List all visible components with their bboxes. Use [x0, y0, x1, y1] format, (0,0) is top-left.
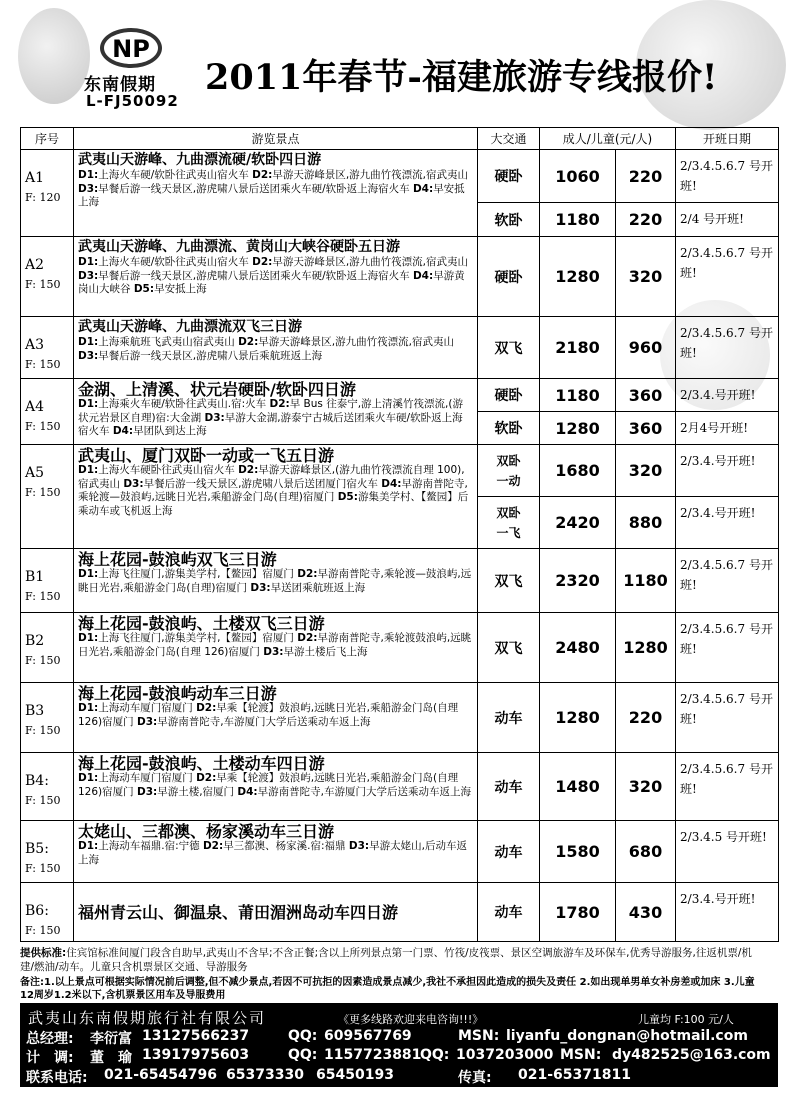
- day-text: 早餐后游一线天景区,游虎啸八景后送团乘火车硬/软卧返上海宿火车: [98, 182, 413, 195]
- child-price: 320: [616, 445, 676, 497]
- adult-price: 2480: [540, 613, 616, 683]
- route-fee: F: 150: [25, 862, 61, 875]
- day-text: 上海动车福鼎.宿:宁德: [98, 840, 203, 852]
- adult-price: 2320: [540, 549, 616, 613]
- route-title: 武夷山天游峰、九曲漂流、黄岗山大峡谷硬卧五日游: [78, 239, 400, 255]
- day-text: 早游南普陀寺,车游厦门大学后送乘动车返上海: [257, 785, 471, 798]
- child-price: 360: [616, 412, 676, 445]
- route-code: B6:: [25, 903, 49, 919]
- child-price: 680: [616, 821, 676, 883]
- route-itinerary: [78, 702, 473, 729]
- child-price: 220: [616, 203, 676, 237]
- route-description-cell: [74, 317, 478, 379]
- day-text: 早游南普陀寺,车游厦门大学后送乘动车返上海: [157, 715, 371, 728]
- route-description-cell: [74, 549, 478, 613]
- route-itinerary: [78, 568, 473, 595]
- header-transport: 大交通: [478, 128, 540, 150]
- route-code: A2: [25, 257, 45, 273]
- day-text: 早团队到达上海: [133, 425, 207, 437]
- day-label: D1:: [78, 632, 99, 644]
- day-label: D5:: [337, 491, 358, 503]
- standard-text: 住宾馆标准间厦门段含自助早,武夷山不含早;不含正餐;含以上所列景点第一门票、竹筏/皮筏票、景区空调旅游车及环保车,优秀导游服务,往返机票/机建/燃油/动车。儿童只含机票景区交通、导游服务: [20, 947, 752, 973]
- transport-cell: 双飞: [478, 317, 540, 379]
- day-text: 早安抵上海: [78, 182, 465, 208]
- route-code-cell: [21, 237, 74, 317]
- child-price: 430: [616, 883, 676, 942]
- table-row: [21, 613, 779, 683]
- logo-code: L-FJ50092: [86, 92, 179, 110]
- adult-price: 1680: [540, 445, 616, 497]
- day-label: D1:: [78, 398, 99, 410]
- remark: [20, 976, 760, 1002]
- header-route: 游览景点: [74, 128, 478, 150]
- route-itinerary: [78, 169, 473, 210]
- day-label: D3:: [263, 645, 284, 658]
- route-title: 金湖、上清溪、状元岩硬卧/软卧四日游: [78, 380, 356, 399]
- route-code-cell: [21, 317, 74, 379]
- day-label: D2:: [238, 464, 259, 476]
- route-fee: F: 150: [25, 420, 61, 433]
- route-code: B4:: [25, 773, 49, 789]
- op-label: 计 调:: [26, 1050, 74, 1066]
- departure-dates: 2/3.4.号开班!: [676, 883, 779, 942]
- transport-cell: 双飞: [478, 549, 540, 613]
- day-text: 早游大金湖,游泰宁古城后送团乘火车硬/软卧返上海宿火车: [78, 411, 463, 437]
- departure-dates: 2月4号开班!: [676, 412, 779, 445]
- table-row: [21, 237, 779, 317]
- table-header-row: [21, 128, 779, 150]
- child-price: 320: [616, 237, 676, 317]
- route-itinerary: [78, 772, 473, 799]
- day-text: 早游天游峰景区,(游九曲竹筏漂流自理 100),宿武夷山: [78, 464, 465, 490]
- adult-price: 1280: [540, 683, 616, 753]
- departure-dates: 2/4 号开班!: [676, 203, 779, 237]
- departure-dates: 2/3.4.5.6.7 号开班!: [676, 549, 779, 613]
- route-description-cell: [74, 821, 478, 883]
- child-price: 220: [616, 683, 676, 753]
- route-code-cell: [21, 753, 74, 821]
- company-logo-icon: [98, 26, 164, 70]
- route-fee: F: 150: [25, 358, 61, 371]
- transport-cell: 动车: [478, 883, 540, 942]
- day-label: D1:: [78, 256, 99, 268]
- tel-2: 65373330: [226, 1067, 304, 1083]
- fax-label: 传真:: [458, 1070, 492, 1086]
- departure-dates: 2/3.4.号开班!: [676, 497, 779, 549]
- route-title: 太姥山、三都澳、杨家溪动车三日游: [78, 822, 335, 841]
- route-itinerary: [78, 336, 473, 363]
- day-text: 早乘【轮渡】鼓浪屿,远眺日光岩,乘船游金门岛(自理 126)宿厦门: [78, 772, 459, 798]
- day-label: D3:: [204, 411, 225, 424]
- route-itinerary: [78, 840, 473, 867]
- table-row: [21, 753, 779, 821]
- day-label: D2:: [252, 169, 273, 181]
- departure-dates: 2/3.4.5 号开班!: [676, 821, 779, 883]
- transport-cell: 双卧 一动: [478, 445, 540, 497]
- header-price: 成人/儿童(元/人): [540, 128, 676, 150]
- day-text: 上海动车厦门宿厦门: [98, 702, 197, 714]
- transport-cell: 动车: [478, 753, 540, 821]
- slogan: 《更多线路欢迎来电咨询!!!》: [338, 1013, 484, 1026]
- day-text: 早游土楼后飞上海: [283, 645, 368, 658]
- adult-price: 1480: [540, 753, 616, 821]
- route-title: 武夷山天游峰、九曲漂流双飞三日游: [78, 319, 302, 335]
- day-text: 早游黄岗山大峡谷: [78, 269, 465, 295]
- day-label: D4:: [237, 785, 258, 798]
- departure-dates: 2/3.4.5.6.7 号开班!: [676, 317, 779, 379]
- remark-label: 备注:: [20, 977, 44, 988]
- tel-label: 联系电话:: [26, 1070, 88, 1086]
- transport-cell: 软卧: [478, 412, 540, 445]
- day-label: D4:: [412, 269, 434, 282]
- header-dates: 开班日期: [676, 128, 779, 150]
- day-label: D1:: [78, 464, 99, 476]
- gm-phone: 13127566237: [142, 1028, 250, 1044]
- tel-1: 021-65454796: [104, 1067, 217, 1083]
- adult-price: 1060: [540, 150, 616, 203]
- day-text: 上海乘航班飞武夷山宿武夷山: [98, 336, 239, 348]
- op-msn: dy482525@163.com: [612, 1047, 771, 1063]
- table-row: [21, 883, 779, 942]
- route-title: 海上花园-鼓浪屿双飞三日游: [78, 550, 277, 569]
- route-itinerary: [78, 632, 473, 659]
- route-code: A3: [25, 337, 45, 353]
- departure-dates: 2/3.4.号开班!: [676, 379, 779, 412]
- route-title: 海上花园-鼓浪屿动车三日游: [78, 684, 277, 703]
- route-code-cell: [21, 613, 74, 683]
- gm-msn: liyanfu_dongnan@hotmail.com: [506, 1028, 748, 1044]
- day-label: D2:: [252, 256, 273, 268]
- day-label: D1:: [78, 702, 99, 714]
- route-fee: F: 150: [25, 794, 61, 807]
- day-label: D1:: [78, 169, 99, 181]
- adult-price: 1180: [540, 203, 616, 237]
- day-label: D2:: [269, 398, 290, 410]
- day-text: 上海飞往厦门,游集美学村,【鳌园】宿厦门: [98, 568, 298, 580]
- day-label: D2:: [196, 702, 217, 714]
- page-title: 2011年春节-福建旅游专线报价!: [205, 57, 718, 98]
- departure-dates: 2/3.4.5.6.7 号开班!: [676, 753, 779, 821]
- route-title: 武夷山天游峰、九曲漂流硬/软卧四日游: [78, 152, 322, 168]
- day-text: 上海乘火车硬/软卧往武夷山.宿:火车: [98, 398, 270, 410]
- page-header: [0, 0, 800, 126]
- adult-price: 1280: [540, 237, 616, 317]
- standard-label: 提供标准:: [20, 947, 67, 959]
- adult-price: 2180: [540, 317, 616, 379]
- route-title: 武夷山、厦门双卧一动或一飞五日游: [78, 446, 335, 465]
- adult-price: 1580: [540, 821, 616, 883]
- child-price: 1180: [616, 549, 676, 613]
- route-code-cell: [21, 883, 74, 942]
- day-label: D3:: [78, 269, 99, 282]
- table-row: [21, 445, 779, 497]
- day-label: D1:: [78, 336, 99, 348]
- child-price: 880: [616, 497, 676, 549]
- day-text: 游集美学村、【鳌园】后乘动车或飞机返上海: [78, 491, 469, 517]
- day-text: 早餐后游一线天景区,游虎啸八景后乘航班返上海: [98, 349, 323, 362]
- transport-cell: 硬卧: [478, 237, 540, 317]
- table-row: [21, 150, 779, 203]
- day-label: D3:: [78, 349, 99, 362]
- transport-cell: 双飞: [478, 613, 540, 683]
- day-text: 早安抵上海: [154, 283, 207, 295]
- gm-name: 李衍富: [90, 1031, 132, 1047]
- day-text: 早送团乘航班返上海: [270, 581, 366, 594]
- day-label: D3:: [78, 182, 99, 195]
- day-label: D2:: [297, 568, 318, 580]
- day-label: D1:: [78, 568, 99, 580]
- op-msn-label: MSN:: [560, 1047, 602, 1063]
- departure-dates: 2/3.4.号开班!: [676, 445, 779, 497]
- day-label: D5:: [133, 283, 155, 295]
- day-label: D2:: [297, 632, 318, 644]
- route-itinerary: [78, 398, 473, 439]
- table-row: [21, 821, 779, 883]
- child-price: 360: [616, 379, 676, 412]
- logo-initials: NP: [112, 35, 150, 63]
- table-row: [21, 683, 779, 753]
- price-table: [20, 127, 779, 942]
- route-description-cell: [74, 237, 478, 317]
- contact-footer: [20, 1003, 778, 1087]
- route-description-cell: [74, 150, 478, 237]
- day-text: 早游太姥山,后动车返上海: [78, 840, 467, 866]
- gm-label: 总经理:: [26, 1031, 74, 1047]
- op-qq-label: QQ:: [288, 1047, 318, 1063]
- table-row: [21, 549, 779, 613]
- op-phone: 13917975603: [142, 1047, 250, 1063]
- day-label: D4:: [381, 477, 402, 490]
- op-name: 董 瑜: [90, 1050, 132, 1066]
- route-code: B3: [25, 703, 45, 719]
- child-price: 220: [616, 150, 676, 203]
- gm-msn-label: MSN:: [458, 1028, 500, 1044]
- day-text: 早游天游峰景区,游九曲竹筏漂流,宿武夷山: [272, 256, 469, 268]
- day-text: 上海火车硬卧往武夷山宿火车: [98, 464, 239, 476]
- company-name: 武夷山东南假期旅行社有限公司: [28, 1009, 267, 1027]
- day-label: D1:: [78, 840, 99, 852]
- day-text: 上海飞往厦门,游集美学村,【鳌园】宿厦门: [98, 632, 298, 644]
- transport-cell: 双卧 一飞: [478, 497, 540, 549]
- remark-text: 1.以上景点可根据实际情况前后调整,但不减少景点,若因不可抗拒的因素造成景点减少,我社不承担因此造成的损失及责任 2.如出现单男单女补房差或加床 3.儿童12周岁1.2米以下,含机票景区用车及导服费用: [20, 977, 755, 1001]
- day-text: 早餐后游一线天景区,游虎啸八景后送团乘火车硬/软卧返上海宿火车: [98, 269, 413, 282]
- day-text: 早 Bus 往泰宁,游上清溪竹筏漂流,(游状元岩景区自理)宿:大金湖: [78, 398, 463, 424]
- day-label: D3:: [136, 715, 158, 728]
- table-row: [21, 379, 779, 412]
- route-fee: F: 120: [25, 191, 61, 204]
- adult-price: 1280: [540, 412, 616, 445]
- day-text: 早三都澳、杨家溪.宿:福鼎: [223, 840, 349, 852]
- route-title: 海上花园-鼓浪屿、土楼双飞三日游: [78, 614, 325, 633]
- day-label: D3:: [123, 477, 144, 490]
- route-code-cell: [21, 549, 74, 613]
- day-label: D3:: [348, 840, 370, 852]
- day-label: D2:: [196, 772, 217, 784]
- adult-price: 2420: [540, 497, 616, 549]
- departure-dates: 2/3.4.5.6.7 号开班!: [676, 613, 779, 683]
- child-price: 1280: [616, 613, 676, 683]
- transport-cell: 硬卧: [478, 150, 540, 203]
- day-label: D3:: [250, 581, 271, 594]
- route-code: B5:: [25, 841, 49, 857]
- day-text: 早乘【轮渡】鼓浪屿,远眺日光岩,乘船游金门岛(自理 126)宿厦门: [78, 702, 459, 728]
- day-text: 上海火车硬/软卧往武夷山宿火车: [98, 169, 253, 181]
- departure-dates: 2/3.4.5.6.7 号开班!: [676, 150, 779, 203]
- op-qq: 1157723881: [324, 1047, 422, 1063]
- service-standard: [20, 946, 760, 974]
- day-text: 早游天游峰景区,游九曲竹筏漂流,宿武夷山: [272, 169, 469, 181]
- route-itinerary: [78, 256, 473, 297]
- transport-cell: 硬卧: [478, 379, 540, 412]
- route-description-cell: [74, 445, 478, 549]
- route-fee: F: 150: [25, 924, 61, 937]
- day-label: D4:: [112, 425, 134, 437]
- route-title: 海上花园-鼓浪屿、土楼动车四日游: [78, 754, 325, 773]
- day-text: 早游南普陀寺,乘轮渡—鼓浪屿,远眺日光岩,乘船游金门岛(自理)宿厦门: [78, 568, 472, 594]
- route-code: B1: [25, 569, 45, 585]
- child-fee: 儿童均 F:100 元/人: [638, 1013, 734, 1026]
- op-qq2: 1037203000: [456, 1047, 554, 1063]
- day-label: D2:: [238, 336, 259, 348]
- day-text: 早餐后游一线天景区,游虎啸八景后送团厦门宿火车: [143, 477, 382, 490]
- day-label: D4:: [412, 182, 434, 195]
- route-fee: F: 150: [25, 590, 61, 603]
- route-fee: F: 150: [25, 486, 61, 499]
- route-description-cell: [74, 683, 478, 753]
- transport-cell: 动车: [478, 683, 540, 753]
- departure-dates: 2/3.4.5.6.7 号开班!: [676, 683, 779, 753]
- tel-3: 65450193: [316, 1067, 394, 1083]
- route-code-cell: [21, 379, 74, 445]
- gm-qq-label: QQ:: [288, 1028, 318, 1044]
- child-price: 320: [616, 753, 676, 821]
- route-description-cell: [74, 883, 478, 942]
- route-code-cell: [21, 683, 74, 753]
- route-code: A4: [25, 399, 45, 415]
- route-fee: F: 150: [25, 278, 61, 291]
- route-code: B2: [25, 633, 45, 649]
- fax: 021-65371811: [518, 1067, 631, 1083]
- transport-cell: 软卧: [478, 203, 540, 237]
- route-title: 福州青云山、御温泉、莆田湄洲岛动车四日游: [78, 902, 399, 922]
- route-description-cell: [74, 379, 478, 445]
- day-text: 上海火车硬/软卧往武夷山宿火车: [98, 256, 253, 268]
- gm-qq: 609567769: [324, 1028, 412, 1044]
- route-code-cell: [21, 821, 74, 883]
- adult-price: 1180: [540, 379, 616, 412]
- day-label: D3:: [136, 785, 158, 798]
- route-fee: F: 150: [25, 724, 61, 737]
- route-code-cell: [21, 150, 74, 237]
- departure-dates: 2/3.4.5.6.7 号开班!: [676, 237, 779, 317]
- header-no: 序号: [21, 128, 74, 150]
- route-code-cell: [21, 445, 74, 549]
- op-qq2-label: QQ:: [420, 1047, 450, 1063]
- day-label: D2:: [202, 840, 224, 852]
- day-text: 早游南普陀寺,乘轮渡—鼓浪屿,远眺日光岩,乘船游金门岛(自理)宿厦门: [78, 477, 468, 503]
- adult-price: 1780: [540, 883, 616, 942]
- logo-name: 东南假期: [84, 75, 156, 95]
- table-row: [21, 317, 779, 379]
- child-price: 960: [616, 317, 676, 379]
- day-text: 早游土楼,宿厦门: [157, 785, 238, 798]
- route-description-cell: [74, 753, 478, 821]
- day-text: 早游南普陀寺,乘轮渡鼓浪屿,远眺日光岩,乘船游金门岛(自理 126)宿厦门: [78, 632, 472, 658]
- route-itinerary: [78, 464, 473, 518]
- route-fee: F: 150: [25, 654, 61, 667]
- route-code: A1: [25, 170, 45, 186]
- day-label: D1:: [78, 772, 99, 784]
- route-code: A5: [25, 465, 45, 481]
- route-description-cell: [74, 613, 478, 683]
- day-text: 早游天游峰景区,游九曲竹筏漂流,宿武夷山: [258, 336, 454, 348]
- transport-cell: 动车: [478, 821, 540, 883]
- day-text: 上海动车厦门宿厦门: [98, 772, 197, 784]
